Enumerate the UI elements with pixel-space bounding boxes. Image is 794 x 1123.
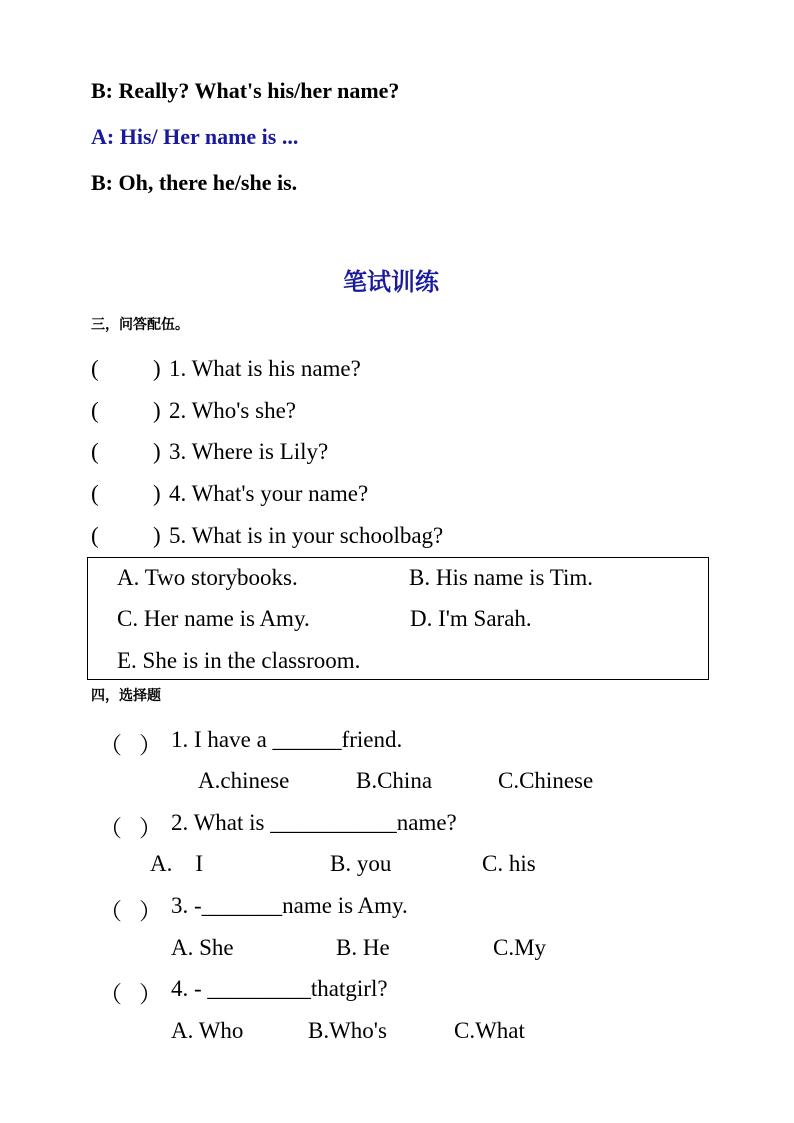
- part4-q4-stem: 4. - _________thatgirl?: [171, 976, 388, 1001]
- part4-q1-option-c: C.Chinese: [498, 768, 594, 793]
- dialogue-line-3: B: Oh, there he/she is.: [91, 170, 298, 195]
- part3-q3-open-paren: (: [91, 439, 99, 464]
- part3-q5-close-paren: ): [153, 523, 161, 548]
- part4-q1-open-paren: （: [99, 733, 122, 758]
- part4-q4-open-paren: （: [99, 982, 122, 1007]
- part4-q4-option-b: B.Who's: [308, 1018, 387, 1043]
- part3-q1-text: 1. What is his name?: [169, 356, 361, 381]
- part4-q2-option-c: C. his: [482, 851, 536, 876]
- answer-b: B. His name is Tim.: [409, 565, 594, 590]
- part3-q2-text: 2. Who's she?: [169, 398, 297, 423]
- part4-q3-open-paren: （: [99, 899, 122, 924]
- part3-q2-close-paren: ): [153, 398, 161, 423]
- part4-q2-option-b: B. you: [330, 851, 392, 876]
- part3-q4-close-paren: ): [153, 481, 161, 506]
- part3-heading: 三，问答配伍。: [91, 317, 189, 333]
- part4-q4-option-c: C.What: [454, 1018, 525, 1043]
- part3-q5-open-paren: (: [91, 523, 99, 548]
- answer-a: A. Two storybooks.: [117, 565, 298, 590]
- answer-c: C. Her name is Amy.: [117, 606, 310, 631]
- part4-q3-option-b: B. He: [336, 935, 390, 960]
- part4-q3-close-paren: ）: [139, 899, 162, 924]
- part3-q4-text: 4. What's your name?: [169, 481, 369, 506]
- answer-e: E. She is in the classroom.: [117, 648, 361, 673]
- dialogue-line-2: A: His/ Her name is ...: [91, 124, 299, 149]
- part3-q2-open-paren: (: [91, 398, 99, 423]
- part3-q3-close-paren: ): [153, 439, 161, 464]
- part4-q4-option-a: A. Who: [171, 1018, 244, 1043]
- part4-q1-option-a: A.chinese: [198, 768, 290, 793]
- part3-q1-close-paren: ): [153, 356, 161, 381]
- part4-q3-option-c: C.My: [493, 935, 547, 960]
- part4-q2-stem: 2. What is ___________name?: [171, 810, 457, 835]
- part3-q3-text: 3. Where is Lily?: [169, 439, 329, 464]
- part4-q1-stem: 1. I have a ______friend.: [171, 727, 403, 752]
- part4-q3-option-a: A. She: [171, 935, 234, 960]
- part3-q5-text: 5. What is in your schoolbag?: [169, 523, 444, 548]
- part4-q1-close-paren: ）: [139, 733, 162, 758]
- dialogue-line-1: B: Really? What's his/her name?: [91, 78, 400, 103]
- part3-q1-open-paren: (: [91, 356, 99, 381]
- answer-d: D. I'm Sarah.: [410, 606, 532, 631]
- part4-q1-option-b: B.China: [356, 768, 433, 793]
- part4-q2-open-paren: （: [99, 816, 122, 841]
- part4-q3-stem: 3. -_______name is Amy.: [171, 893, 408, 918]
- part4-q2-option-a: A. I: [150, 851, 204, 876]
- part4-q2-close-paren: ）: [139, 816, 162, 841]
- section-title: 笔试训练: [343, 268, 439, 296]
- part3-q4-open-paren: (: [91, 481, 99, 506]
- part4-heading: 四，选择题: [91, 688, 161, 704]
- part4-q4-close-paren: ）: [139, 982, 162, 1007]
